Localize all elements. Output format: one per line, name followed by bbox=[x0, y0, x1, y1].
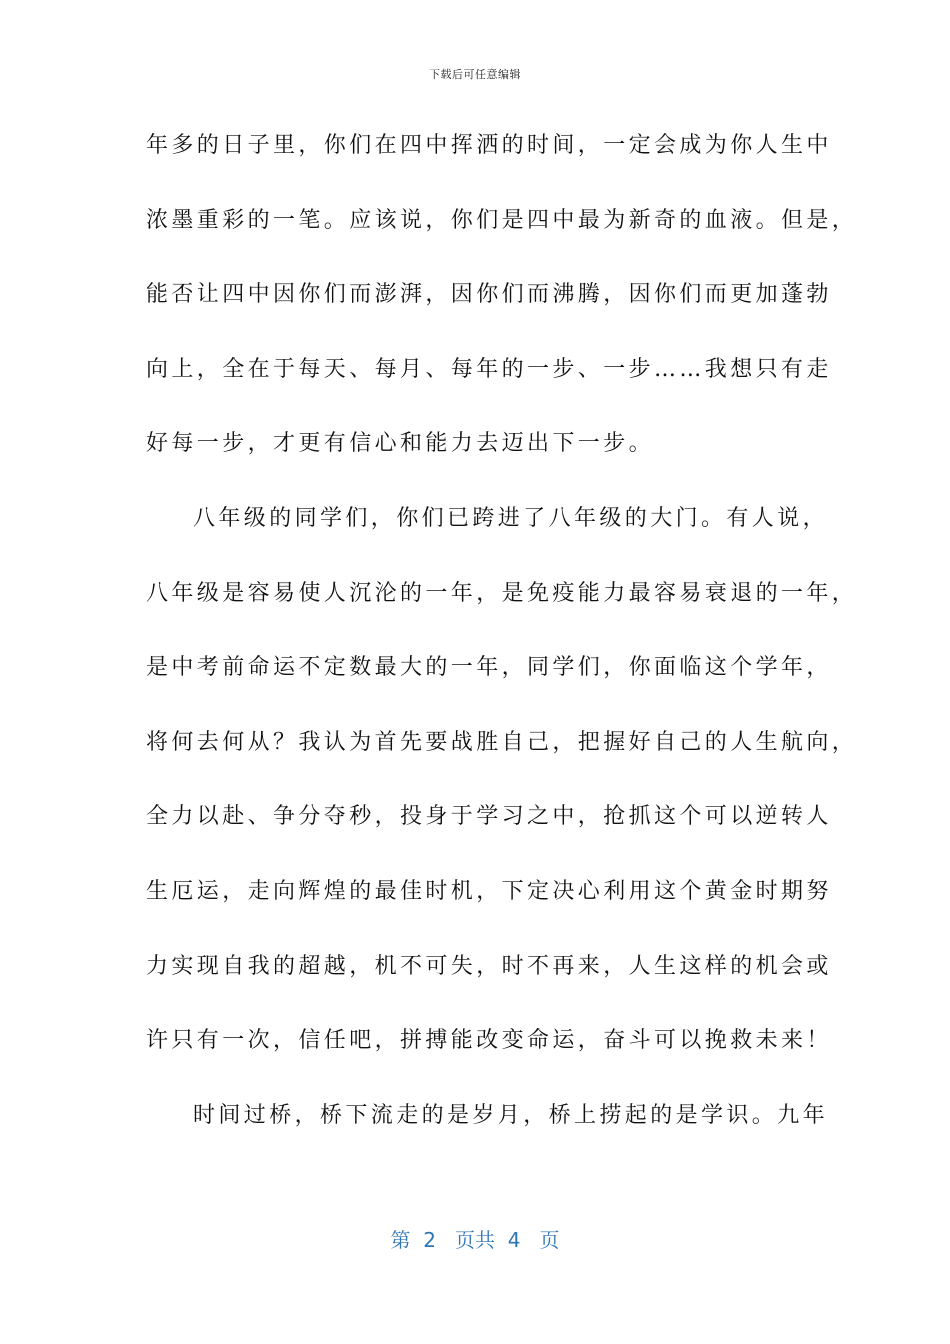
document-body bbox=[146, 120, 858, 1164]
text-line: 能否让四中因你们而澎湃，因你们而沸腾，因你们而更加蓬勃 bbox=[146, 282, 832, 308]
text-line: 八年级是容易使人沉沦的一年，是免疫能力最容易衰退的一年， bbox=[146, 580, 858, 606]
footer-middle: 页共 bbox=[455, 1228, 495, 1252]
footer-prefix: 第 bbox=[390, 1228, 411, 1252]
text-line: 年多的日子里，你们在四中挥洒的时间，一定会成为你人生中 bbox=[146, 133, 832, 158]
paragraph-start-line: 时间过桥，桥下流走的是岁月，桥上捞起的是学识。九年 bbox=[193, 1102, 829, 1128]
text-line: 全力以赴、争分夺秒，投身于学习之中，抢抓这个可以逆转人 bbox=[146, 804, 832, 830]
text-line: 将何去何从？我认为首先要战胜自己，把握好自己的人生航向， bbox=[146, 729, 858, 755]
footer-suffix: 页 bbox=[539, 1228, 560, 1252]
total-pages-number: 4 bbox=[507, 1228, 521, 1252]
paragraph-start-line: 八年级的同学们，你们已跨进了八年级的大门。有人说， bbox=[193, 505, 829, 531]
text-line: 好每一步，才更有信心和能力去迈出下一步。 bbox=[146, 431, 655, 457]
text-line: 是中考前命运不定数最大的一年，同学们，你面临这个学年， bbox=[146, 655, 832, 681]
page-footer bbox=[0, 1224, 950, 1253]
text-line: 浓墨重彩的一笔。应该说，你们是四中最为新奇的血液。但是， bbox=[146, 207, 858, 233]
text-line: 力实现自我的超越，机不可失，时不再来，人生这样的机会或 bbox=[146, 953, 832, 979]
text-line: 向上，全在于每天、每月、每年的一步、一步……我想只有走 bbox=[146, 356, 832, 382]
text-line: 许只有一次，信任吧，拼搏能改变命运，奋斗可以挽救未来！ bbox=[146, 1028, 832, 1054]
text-line: 生厄运，走向辉煌的最佳时机，下定决心利用这个黄金时期努 bbox=[146, 878, 832, 904]
current-page-number: 2 bbox=[423, 1228, 436, 1252]
page-header: 下载后可任意编辑 bbox=[429, 68, 521, 81]
